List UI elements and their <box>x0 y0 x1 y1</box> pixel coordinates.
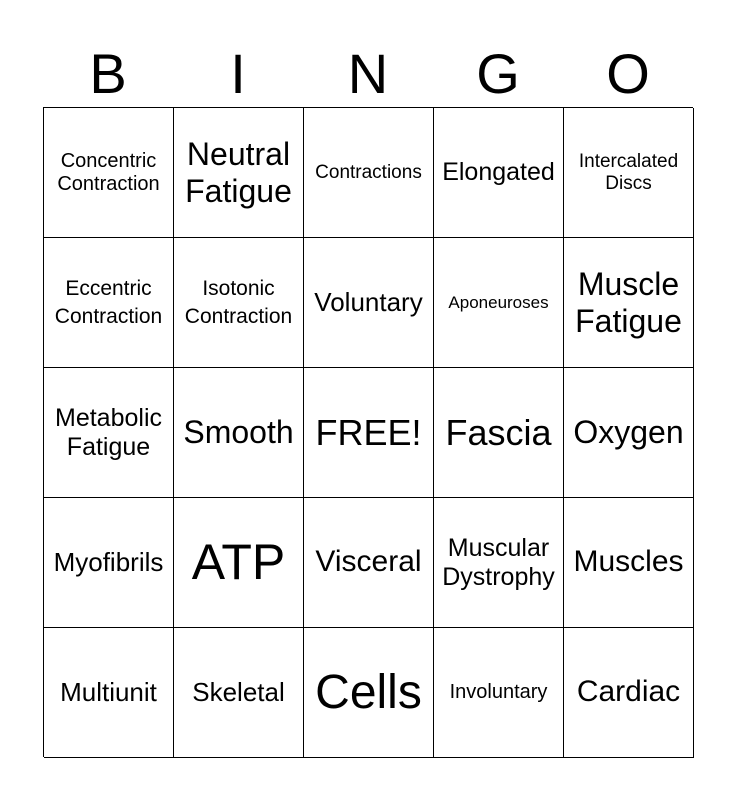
cell-label: Aponeuroses <box>448 292 549 312</box>
cell-label: ATP <box>191 533 286 590</box>
header-letter-g: G <box>476 42 520 105</box>
cell-label: Voluntary <box>314 286 423 317</box>
cell-label: Muscular Dystrophy <box>442 533 555 591</box>
bingo-cell[interactable] <box>434 628 564 758</box>
bingo-cell[interactable] <box>564 498 694 628</box>
bingo-cell[interactable] <box>434 498 564 628</box>
cell-label: Smooth <box>183 414 294 451</box>
cell-label: Contractions <box>315 161 422 183</box>
cell-label: Myofibrils <box>53 546 164 577</box>
cell-label: Fascia <box>445 411 552 453</box>
bingo-cell[interactable] <box>304 108 434 238</box>
free-space[interactable] <box>304 368 434 498</box>
bingo-cell[interactable] <box>434 238 564 368</box>
cell-label: Oxygen <box>573 414 684 451</box>
bingo-cell[interactable] <box>44 108 174 238</box>
cell-label: FREE! <box>315 411 422 453</box>
bingo-cell[interactable] <box>174 238 304 368</box>
cell-label: Cardiac <box>576 675 681 709</box>
cell-label: Muscle Fatigue <box>575 265 682 339</box>
bingo-cell[interactable] <box>564 628 694 758</box>
cell-label: Elongated <box>442 158 555 187</box>
bingo-cell[interactable] <box>564 238 694 368</box>
cell-label: Isotonic Contraction <box>184 277 293 328</box>
cell-label: Concentric Contraction <box>57 149 160 195</box>
header-letter-o: O <box>606 42 650 105</box>
bingo-cell[interactable] <box>564 108 694 238</box>
bingo-cell[interactable] <box>304 628 434 758</box>
bingo-cell[interactable] <box>44 498 174 628</box>
header-letter-i: I <box>230 42 246 105</box>
cell-label: Muscles <box>573 545 684 579</box>
bingo-cell[interactable] <box>434 108 564 238</box>
bingo-cell[interactable] <box>434 368 564 498</box>
bingo-cell[interactable] <box>174 498 304 628</box>
bingo-cell[interactable] <box>44 238 174 368</box>
cell-label: Visceral <box>315 545 422 579</box>
cell-label: Involuntary <box>449 681 548 703</box>
cell-label: Cells <box>315 665 422 719</box>
bingo-board <box>43 107 693 757</box>
bingo-cell[interactable] <box>44 628 174 758</box>
bingo-cell[interactable] <box>174 108 304 238</box>
header-letter-b: B <box>89 42 127 105</box>
bingo-cell[interactable] <box>304 498 434 628</box>
cell-label: Multiunit <box>60 676 157 707</box>
cell-label: Metabolic Fatigue <box>55 403 162 461</box>
bingo-header <box>43 40 693 108</box>
bingo-cell[interactable] <box>174 368 304 498</box>
cell-label: Intercalated Discs <box>578 150 679 194</box>
bingo-cell[interactable] <box>304 238 434 368</box>
cell-label: Neutral Fatigue <box>185 135 292 209</box>
cell-label: Eccentric Contraction <box>54 277 163 328</box>
cell-label: Skeletal <box>192 676 285 707</box>
bingo-cell[interactable] <box>564 368 694 498</box>
bingo-cell[interactable] <box>174 628 304 758</box>
header-letter-n: N <box>347 42 389 105</box>
bingo-cell[interactable] <box>44 368 174 498</box>
